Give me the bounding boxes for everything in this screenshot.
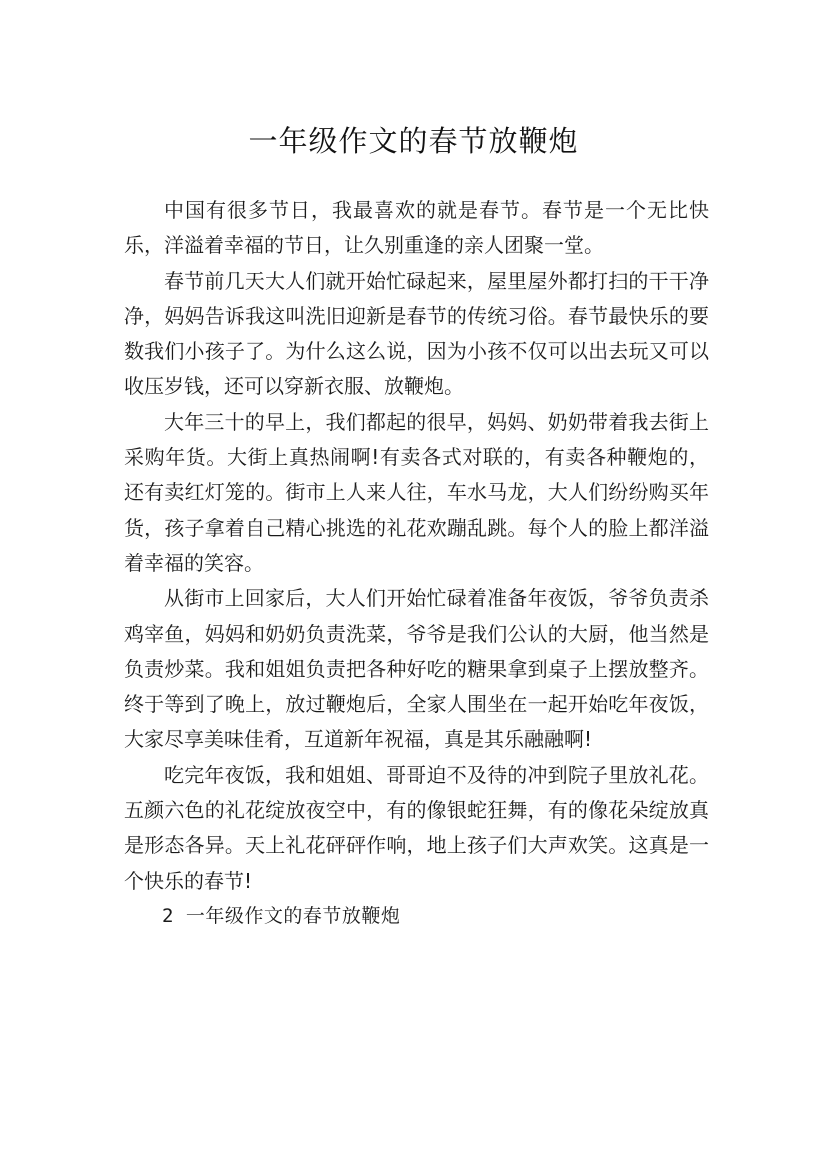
next-essay-heading: 2 一年级作文的春节放鞭炮: [162, 904, 401, 927]
paragraph-3: 大年三十的早上，我们都起的很早，妈妈、奶奶带着我去街上采购年货。大街上真热闹啊!有卖各式对联的，有卖各种鞭炮的，还有卖红灯笼的。街市上人来人往，车水马龙，大人们纷纷购买年货，孩子拿着自己精心挑选的礼花欢蹦乱跳。每个人的脸上都洋溢着幸福的笑容。: [124, 409, 709, 575]
document-title: 一年级作文的春节放鞭炮: [248, 124, 579, 159]
paragraph-5: 吃完年夜饭，我和姐姐、哥哥迫不及待的冲到院子里放礼花。五颜六色的礼花绽放夜空中，有的像银蛇狂舞，有的像花朵绽放真是形态各异。天上礼花砰砰作响，地上孩子们大声欢笑。这真是一个快乐的春节!: [124, 762, 709, 893]
paragraph-2: 春节前几天大人们就开始忙碌起来，屋里屋外都打扫的干干净净，妈妈告诉我这叫洗旧迎新是春节的传统习俗。春节最快乐的要数我们小孩子了。为什么这么说，因为小孩不仅可以出去玩又可以收压岁钱，还可以穿新衣服、放鞭炮。: [124, 268, 709, 399]
essay-body: [124, 193, 709, 934]
paragraph-1: 中国有很多节日，我最喜欢的就是春节。春节是一个无比快乐，洋溢着幸福的节日，让久别重逢的亲人团聚一堂。: [124, 198, 709, 258]
paragraph-4: 从街市上回家后，大人们开始忙碌着准备年夜饭，爷爷负责杀鸡宰鱼，妈妈和奶奶负责洗菜，爷爷是我们公认的大厨，他当然是负责炒菜。我和姐姐负责把各种好吃的糖果拿到桌子上摆放整齐。终于等到了晚上，放过鞭炮后，全家人围坐在一起开始吃年夜饭，大家尽享美味佳肴，互道新年祝福，真是其乐融融啊!: [124, 586, 709, 752]
